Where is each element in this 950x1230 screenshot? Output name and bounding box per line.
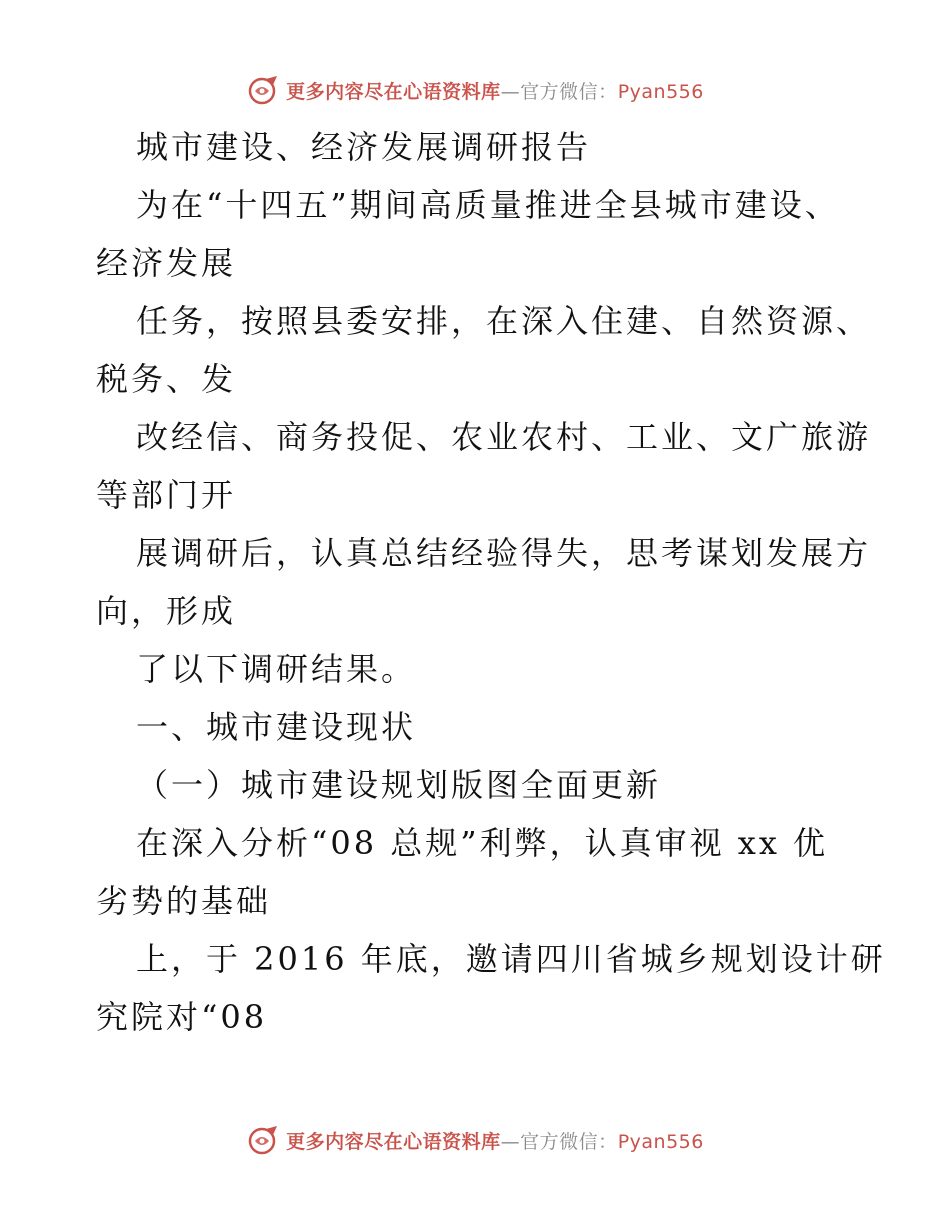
text-line: 究院对“08 — [96, 998, 268, 1036]
watermark-text-top — [286, 77, 704, 104]
text-line: 为在“十四五”期间高质量推进全县城市建设、 — [136, 186, 840, 224]
text-line: 经济发展 — [96, 244, 237, 282]
text-line: 任务，按照县委安排，在深入住建、自然资源、 — [136, 302, 872, 340]
watermark-wechat-label: 官方微信： — [520, 80, 618, 103]
text-line: 城市建设、经济发展调研报告 — [136, 128, 592, 166]
text-line: 改经信、商务投促、农业农村、工业、文广旅游 — [136, 418, 872, 456]
logo-icon — [246, 73, 280, 107]
watermark-banner-bottom — [0, 1120, 950, 1160]
text-line: 了以下调研结果。 — [136, 650, 417, 688]
watermark-dash: — — [500, 1130, 521, 1153]
text-line: 税务、发 — [96, 360, 237, 398]
text-line: 展调研后，认真总结经验得失，思考谋划发展方 — [136, 534, 872, 572]
text-line: 等部门开 — [96, 476, 237, 514]
text-line: 向，形成 — [96, 592, 237, 630]
text-line: 在深入分析“08 总规”利弊，认真审视 xx 优 — [136, 824, 829, 862]
watermark-site-text: 更多内容尽在心语资料库 — [286, 80, 501, 103]
text-line: 一、城市建设现状 — [136, 708, 417, 746]
watermark-wechat-id: Pyan556 — [617, 80, 704, 103]
watermark-banner-top — [0, 70, 950, 110]
watermark-text-bottom — [286, 1127, 704, 1154]
logo-icon — [246, 1123, 280, 1157]
document-body — [96, 118, 886, 1046]
watermark-wechat-label: 官方微信： — [520, 1130, 618, 1153]
watermark-dash: — — [500, 80, 521, 103]
text-line: （一）城市建设规划版图全面更新 — [136, 766, 662, 804]
watermark-wechat-id: Pyan556 — [617, 1130, 704, 1153]
watermark-site-text: 更多内容尽在心语资料库 — [286, 1130, 501, 1153]
text-line: 劣势的基础 — [96, 882, 272, 920]
text-line: 上，于 2016 年底，邀请四川省城乡规划设计研 — [136, 940, 886, 978]
